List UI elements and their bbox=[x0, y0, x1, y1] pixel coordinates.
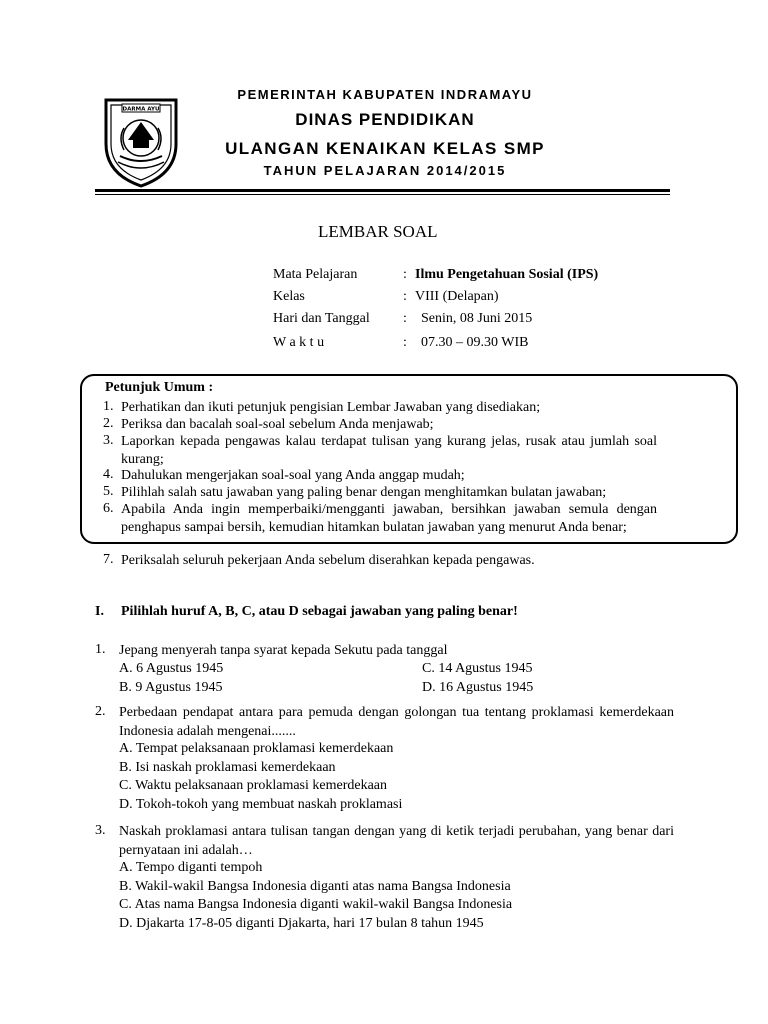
info-value: Senin, 08 Juni 2015 bbox=[421, 311, 533, 326]
header-school-year: TAHUN PELAJARAN 2014/2015 bbox=[263, 163, 507, 178]
answer-option: D. Djakarta 17-8-05 diganti Djakarta, hari 17 bulan 8 tahun 1945 bbox=[119, 916, 484, 931]
instruction-number: 1. bbox=[103, 399, 114, 414]
answer-option: C. Waktu pelaksanaan proklamasi kemerdekaan bbox=[119, 778, 388, 793]
info-colon: : bbox=[403, 311, 407, 326]
answer-option: C. Atas nama Bangsa Indonesia diganti wakil-wakil Bangsa Indonesia bbox=[119, 897, 513, 912]
info-value: VIII (Delapan) bbox=[415, 289, 499, 304]
section-title: Pilihlah huruf A, B, C, atau D sebagai jawaban yang paling benar! bbox=[121, 604, 518, 619]
info-value: 07.30 – 09.30 WIB bbox=[421, 335, 529, 350]
question-number: 1. bbox=[95, 642, 106, 657]
instruction-number: 6. bbox=[103, 501, 114, 516]
instruction-number: 5. bbox=[103, 484, 114, 499]
instruction-text: Periksalah seluruh pekerjaan Anda sebelum diserahkan kepada pengawas. bbox=[121, 553, 535, 568]
header-government: PEMERINTAH KABUPATEN INDRAMAYU bbox=[237, 87, 533, 102]
info-label: Kelas bbox=[273, 289, 305, 304]
instruction-text: Periksa dan bacalah soal-soal sebelum Anda menjawab; bbox=[121, 417, 434, 432]
header-exam-title: ULANGAN KENAIKAN KELAS SMP bbox=[225, 139, 545, 158]
header-rule-thin bbox=[95, 194, 670, 195]
info-label: W a k t u bbox=[273, 335, 325, 350]
answer-option: B. 9 Agustus 1945 bbox=[119, 680, 223, 695]
question-text: Naskah proklamasi antara tulisan tangan dengan yang di ketik terjadi perubahan, yang benar dari pernyataan ini adalah… bbox=[119, 824, 674, 858]
logo-text: DARMA AYU bbox=[122, 106, 160, 113]
instruction-text: Dahulukan mengerjakan soal-soal yang Anda anggap mudah; bbox=[121, 468, 465, 483]
question-text: Perbedaan pendapat antara para pemuda dengan golongan tua tentang proklamasi kemerdekaan Indonesia adalah mengenai....... bbox=[119, 705, 674, 739]
info-colon: : bbox=[403, 267, 407, 282]
answer-option: D. 16 Agustus 1945 bbox=[422, 680, 534, 695]
question-number: 2. bbox=[95, 704, 106, 719]
answer-option: C. 14 Agustus 1945 bbox=[422, 661, 533, 676]
question-number: 3. bbox=[95, 823, 106, 838]
question-text: Jepang menyerah tanpa syarat kepada Sekutu pada tanggal bbox=[119, 643, 448, 658]
instruction-text: Apabila Anda ingin memperbaiki/mengganti jawaban, bersihkan jawaban semula dengan penghapus sampai bersih, kemudian hitamkan bulatan jawaban yang menurut Anda benar; bbox=[121, 502, 657, 535]
answer-option: B. Isi naskah proklamasi kemerdekaan bbox=[119, 760, 336, 775]
instructions-title: Petunjuk Umum : bbox=[105, 380, 214, 395]
header-rule-thick bbox=[95, 189, 670, 192]
answer-option: D. Tokoh-tokoh yang membuat naskah proklamasi bbox=[119, 797, 403, 812]
answer-option: A. Tempo diganti tempoh bbox=[119, 860, 263, 875]
instruction-number: 3. bbox=[103, 433, 114, 448]
header-agency: DINAS PENDIDIKAN bbox=[295, 110, 475, 129]
info-colon: : bbox=[403, 289, 407, 304]
instruction-text: Laporkan kepada pengawas kalau terdapat tulisan yang kurang jelas, rusak atau jumlah soal kurang; bbox=[121, 434, 657, 467]
answer-option: B. Wakil-wakil Bangsa Indonesia diganti atas nama Bangsa Indonesia bbox=[119, 879, 511, 894]
instruction-number: 4. bbox=[103, 467, 114, 482]
info-label: Mata Pelajaran bbox=[273, 267, 358, 282]
instruction-number: 2. bbox=[103, 416, 114, 431]
answer-option: A. 6 Agustus 1945 bbox=[119, 661, 224, 676]
instruction-text: Perhatikan dan ikuti petunjuk pengisian Lembar Jawaban yang disediakan; bbox=[121, 400, 541, 415]
info-value: Ilmu Pengetahuan Sosial (IPS) bbox=[415, 267, 599, 282]
sheet-title: LEMBAR SOAL bbox=[318, 222, 438, 241]
info-label: Hari dan Tanggal bbox=[273, 311, 370, 326]
instruction-text: Pilihlah salah satu jawaban yang paling benar dengan menghitamkan bulatan jawaban; bbox=[121, 485, 607, 500]
instruction-number: 7. bbox=[103, 552, 114, 567]
section-number: I. bbox=[95, 604, 104, 619]
answer-option: A. Tempat pelaksanaan proklamasi kemerdekaan bbox=[119, 741, 394, 756]
info-colon: : bbox=[403, 335, 407, 350]
